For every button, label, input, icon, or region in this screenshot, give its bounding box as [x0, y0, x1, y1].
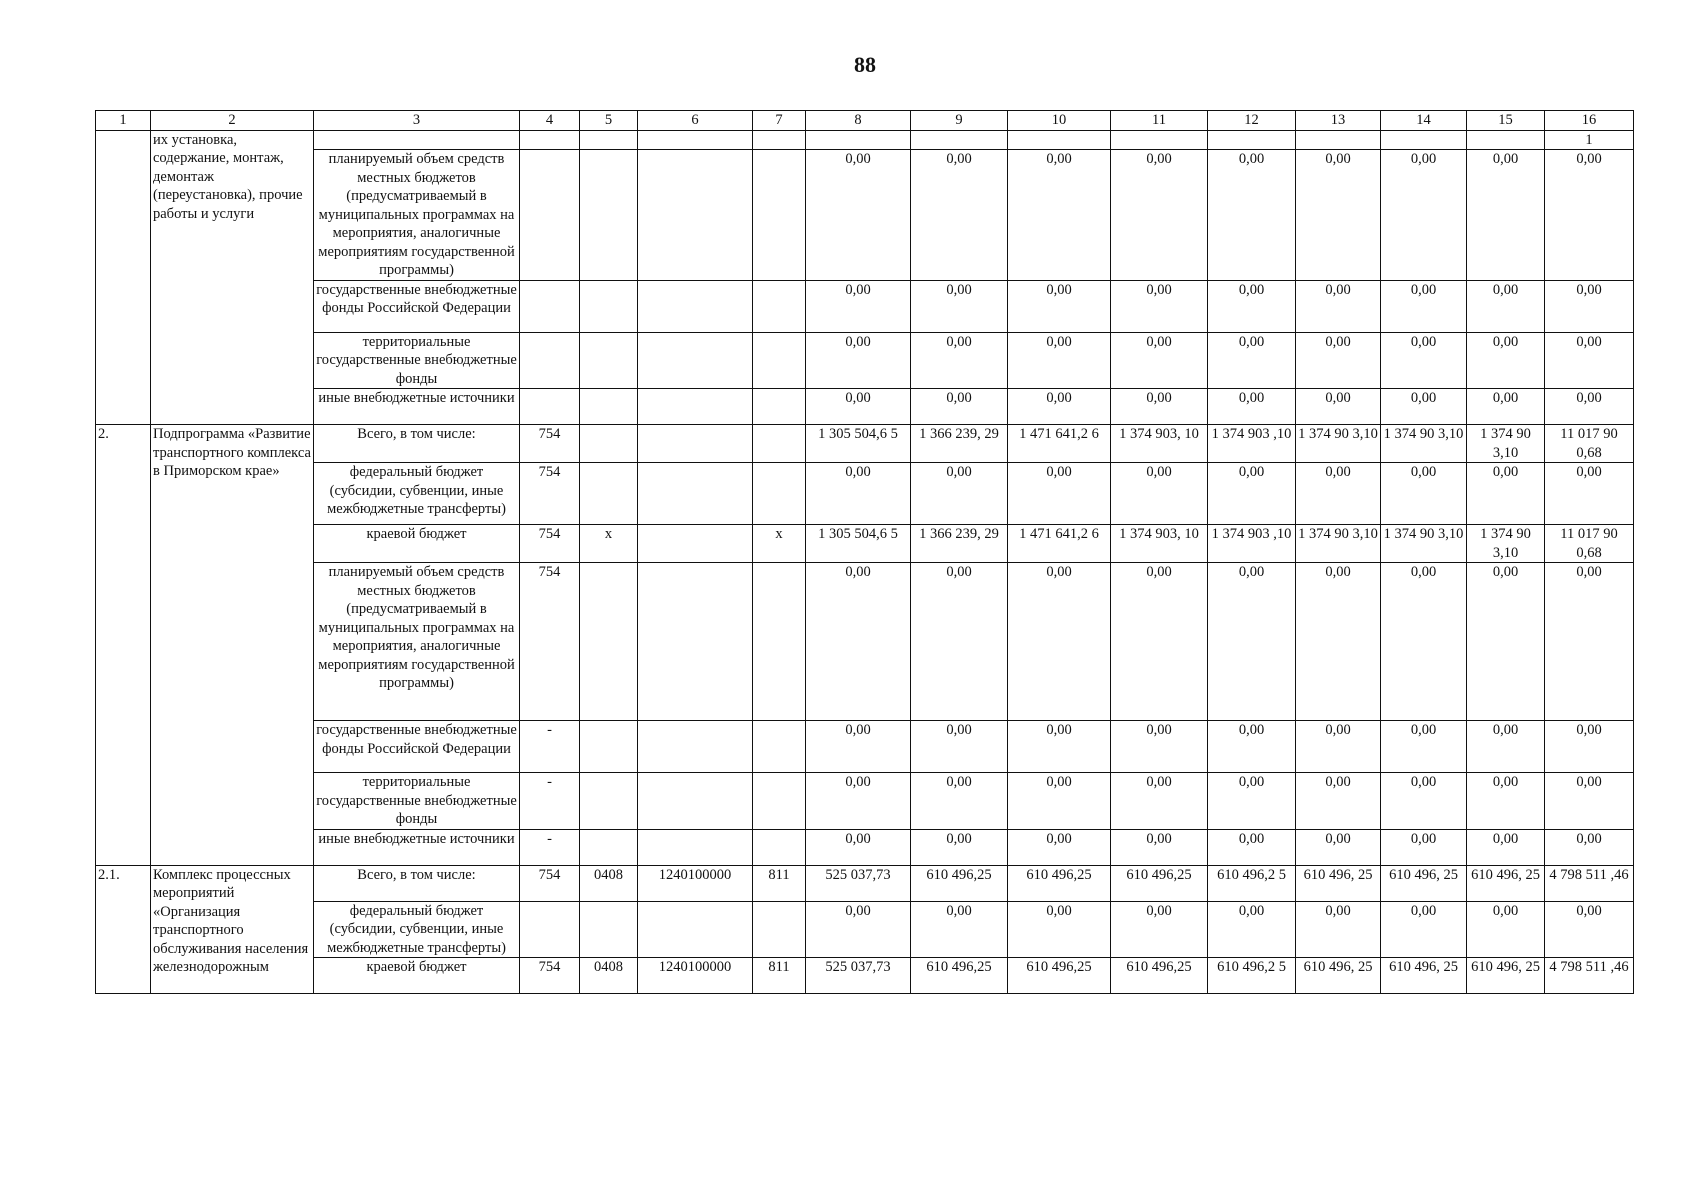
value-cell: 0,00 [806, 463, 911, 525]
column-header-10: 10 [1008, 111, 1111, 131]
code-c6 [638, 773, 753, 830]
value-cell: 0,00 [1111, 773, 1208, 830]
value-cell: 610 496,25 [911, 865, 1008, 901]
value-cell: 0,00 [911, 563, 1008, 721]
value-cell: 0,00 [1111, 563, 1208, 721]
code-c5 [580, 829, 638, 865]
page-number: 88 [854, 52, 876, 77]
value-cell: 610 496, 25 [1467, 958, 1545, 994]
value-cell: 0,00 [1381, 773, 1467, 830]
value-cell: 0,00 [1008, 150, 1111, 281]
column-header-1: 1 [96, 111, 151, 131]
empty-cell [580, 130, 638, 150]
value-cell: 0,00 [1111, 901, 1208, 958]
funding-source-label: Всего, в том числе: [314, 865, 520, 901]
value-cell: 0,00 [1381, 463, 1467, 525]
value-cell: 0,00 [1111, 280, 1208, 332]
code-c5 [580, 425, 638, 463]
section-title: их установка, содержание, монтаж, демонтаж (переустановка), прочие работы и услуги [151, 130, 314, 425]
value-cell: 0,00 [1111, 389, 1208, 425]
value-cell: 0,00 [1545, 463, 1634, 525]
code-c7: x [753, 525, 806, 563]
value-cell: 0,00 [1111, 829, 1208, 865]
value-cell: 0,00 [806, 901, 911, 958]
value-cell: 0,00 [1545, 773, 1634, 830]
code-c4: 754 [520, 425, 580, 463]
value-cell: 1 374 90 3,10 [1467, 525, 1545, 563]
value-cell: 0,00 [911, 773, 1008, 830]
value-cell: 0,00 [1008, 463, 1111, 525]
value-cell: 0,00 [1545, 280, 1634, 332]
value-cell: 610 496,2 5 [1208, 865, 1296, 901]
column-header-12: 12 [1208, 111, 1296, 131]
empty-cell [1467, 130, 1545, 150]
value-cell: 0,00 [1296, 773, 1381, 830]
value-cell: 610 496,2 5 [1208, 958, 1296, 994]
value-cell: 0,00 [1467, 901, 1545, 958]
value-cell: 610 496,25 [1111, 865, 1208, 901]
code-c4: 754 [520, 865, 580, 901]
funding-source-label: планируемый объем средств местных бюджетов (предусматриваемый в муниципальных программах на мероприятия, аналогичные мероприятиям государственной программы) [314, 563, 520, 721]
value-cell: 0,00 [1208, 721, 1296, 773]
code-c7 [753, 901, 806, 958]
table-row [96, 773, 1634, 830]
value-cell: 610 496, 25 [1296, 865, 1381, 901]
empty-cell [1381, 130, 1467, 150]
value-cell: 0,00 [1208, 829, 1296, 865]
value-cell: 0,00 [1467, 150, 1545, 281]
value-cell: 0,00 [1208, 280, 1296, 332]
code-c5 [580, 332, 638, 389]
value-cell: 0,00 [1296, 721, 1381, 773]
value-cell: 525 037,73 [806, 958, 911, 994]
value-cell: 0,00 [1111, 150, 1208, 281]
value-cell: 1 374 90 3,10 [1296, 525, 1381, 563]
value-cell: 610 496,25 [1111, 958, 1208, 994]
code-c5 [580, 150, 638, 281]
funding-source-label: федеральный бюджет (субсидии, субвенции, иные межбюджетные трансферты) [314, 901, 520, 958]
code-c6 [638, 332, 753, 389]
value-cell: 0,00 [1467, 463, 1545, 525]
value-cell: 0,00 [1545, 563, 1634, 721]
value-cell: 610 496,25 [911, 958, 1008, 994]
code-c4 [520, 280, 580, 332]
funding-source-label: иные внебюджетные источники [314, 389, 520, 425]
section-number: 2.1. [96, 865, 151, 994]
value-cell: 0,00 [806, 563, 911, 721]
empty-cell [806, 130, 911, 150]
value-cell: 610 496, 25 [1296, 958, 1381, 994]
code-c6 [638, 280, 753, 332]
funding-source-label: планируемый объем средств местных бюджетов (предусматриваемый в муниципальных программах на мероприятия, аналогичные мероприятиям государственной программы) [314, 150, 520, 281]
column-header-9: 9 [911, 111, 1008, 131]
value-cell: 0,00 [1467, 721, 1545, 773]
code-c6 [638, 901, 753, 958]
value-cell: 0,00 [1381, 150, 1467, 281]
value-cell: 0,00 [1296, 332, 1381, 389]
code-c5: 0408 [580, 958, 638, 994]
value-cell: 1 374 903 ,10 [1208, 525, 1296, 563]
code-c4 [520, 150, 580, 281]
funding-source-label: федеральный бюджет (субсидии, субвенции, иные межбюджетные трансферты) [314, 463, 520, 525]
section-number [96, 130, 151, 425]
empty-cell [638, 130, 753, 150]
value-cell: 0,00 [1296, 829, 1381, 865]
code-c6: 1240100000 [638, 958, 753, 994]
value-cell: 1 374 90 3,10 [1381, 525, 1467, 563]
code-c5: x [580, 525, 638, 563]
value-cell: 0,00 [1467, 389, 1545, 425]
table-row [96, 280, 1634, 332]
value-cell: 0,00 [1208, 332, 1296, 389]
code-c7 [753, 389, 806, 425]
section-number: 2. [96, 425, 151, 866]
value-cell: 0,00 [911, 463, 1008, 525]
value-cell: 0,00 [1381, 389, 1467, 425]
value-cell: 0,00 [911, 150, 1008, 281]
value-cell: 0,00 [1467, 773, 1545, 830]
code-c4: 754 [520, 563, 580, 721]
code-c5 [580, 773, 638, 830]
value-cell: 0,00 [806, 150, 911, 281]
value-cell: 0,00 [1111, 721, 1208, 773]
column-header-4: 4 [520, 111, 580, 131]
code-c6 [638, 721, 753, 773]
code-c6 [638, 829, 753, 865]
value-cell: 0,00 [1545, 332, 1634, 389]
section-title: Комплекс процессных мероприятий «Организация транспортного обслуживания населения железнодорожным [151, 865, 314, 994]
value-cell: 0,00 [1296, 389, 1381, 425]
code-c5 [580, 280, 638, 332]
code-c4: - [520, 773, 580, 830]
code-c6: 1240100000 [638, 865, 753, 901]
value-cell: 1 374 903, 10 [1111, 425, 1208, 463]
value-cell: 0,00 [1296, 901, 1381, 958]
funding-source-label: государственные внебюджетные фонды Российской Федерации [314, 721, 520, 773]
code-c7 [753, 332, 806, 389]
value-cell: 0,00 [1008, 901, 1111, 958]
empty-cell [1008, 130, 1111, 150]
value-cell: 0,00 [911, 901, 1008, 958]
empty-cell [314, 130, 520, 150]
code-c4 [520, 332, 580, 389]
code-c6 [638, 389, 753, 425]
code-c7 [753, 280, 806, 332]
value-cell: 0,00 [1008, 563, 1111, 721]
column-header-6: 6 [638, 111, 753, 131]
value-cell: 0,00 [806, 829, 911, 865]
column-header-15: 15 [1467, 111, 1545, 131]
column-header-5: 5 [580, 111, 638, 131]
code-c7 [753, 150, 806, 281]
column-header-13: 13 [1296, 111, 1381, 131]
value-cell: 1 374 903, 10 [1111, 525, 1208, 563]
value-cell: 1 305 504,6 5 [806, 425, 911, 463]
value-cell: 0,00 [1545, 721, 1634, 773]
empty-cell [911, 130, 1008, 150]
value-cell: 0,00 [1545, 150, 1634, 281]
code-c6 [638, 150, 753, 281]
code-c4: 754 [520, 958, 580, 994]
column-header-7: 7 [753, 111, 806, 131]
value-cell: 4 798 511 ,46 [1545, 958, 1634, 994]
value-cell: 0,00 [1381, 901, 1467, 958]
code-c6 [638, 425, 753, 463]
value-cell: 1 305 504,6 5 [806, 525, 911, 563]
value-cell: 0,00 [1296, 563, 1381, 721]
empty-cell [520, 130, 580, 150]
value-cell: 1 374 90 3,10 [1467, 425, 1545, 463]
value-cell: 0,00 [806, 280, 911, 332]
column-header-3: 3 [314, 111, 520, 131]
table-row [96, 425, 1634, 463]
table-row [96, 525, 1634, 563]
table-row [96, 389, 1634, 425]
value-cell: 0,00 [1008, 332, 1111, 389]
value-cell: 1 374 90 3,10 [1296, 425, 1381, 463]
value-cell: 0,00 [1008, 389, 1111, 425]
value-cell: 0,00 [911, 280, 1008, 332]
empty-cell [1111, 130, 1208, 150]
table-row [96, 901, 1634, 958]
value-cell: 0,00 [1008, 280, 1111, 332]
funding-source-label: территориальные государственные внебюджетные фонды [314, 332, 520, 389]
value-cell: 0,00 [806, 721, 911, 773]
code-c7 [753, 773, 806, 830]
value-cell: 0,00 [1381, 280, 1467, 332]
code-c4: - [520, 829, 580, 865]
code-c5: 0408 [580, 865, 638, 901]
value-cell: 0,00 [1381, 721, 1467, 773]
value-cell: 0,00 [806, 332, 911, 389]
value-cell: 610 496, 25 [1467, 865, 1545, 901]
funding-source-label: Всего, в том числе: [314, 425, 520, 463]
value-cell: 0,00 [1208, 463, 1296, 525]
value-cell: 0,00 [1545, 901, 1634, 958]
funding-source-label: территориальные государственные внебюджетные фонды [314, 773, 520, 830]
table-row [96, 865, 1634, 901]
code-c7 [753, 463, 806, 525]
value-cell: 0,00 [1208, 563, 1296, 721]
value-cell: 11 017 90 0,68 [1545, 525, 1634, 563]
value-cell: 0,00 [806, 389, 911, 425]
code-c7: 811 [753, 958, 806, 994]
value-cell: 0,00 [806, 773, 911, 830]
code-c4 [520, 901, 580, 958]
code-c4: 754 [520, 463, 580, 525]
value-cell: 0,00 [1467, 563, 1545, 721]
value-cell: 1 374 903 ,10 [1208, 425, 1296, 463]
code-c4: 754 [520, 525, 580, 563]
table-row [96, 130, 1634, 150]
value-cell: 0,00 [1467, 332, 1545, 389]
value-cell: 0,00 [1467, 829, 1545, 865]
column-header-8: 8 [806, 111, 911, 131]
code-c7 [753, 829, 806, 865]
code-c5 [580, 721, 638, 773]
value-cell: 0,00 [1208, 389, 1296, 425]
value-cell: 1 366 239, 29 [911, 425, 1008, 463]
value-cell: 0,00 [1545, 389, 1634, 425]
value-cell: 0,00 [1208, 773, 1296, 830]
header-row [96, 111, 1634, 131]
value-cell: 0,00 [1111, 463, 1208, 525]
value-cell: 0,00 [911, 389, 1008, 425]
value-cell: 0,00 [1111, 332, 1208, 389]
funding-source-label: краевой бюджет [314, 525, 520, 563]
value-cell: 0,00 [1208, 150, 1296, 281]
code-c7 [753, 563, 806, 721]
value-cell: 0,00 [1545, 829, 1634, 865]
value-cell: 0,00 [1208, 901, 1296, 958]
value-cell: 0,00 [911, 332, 1008, 389]
table-row [96, 463, 1634, 525]
value-cell: 0,00 [1381, 829, 1467, 865]
value-cell: 610 496,25 [1008, 865, 1111, 901]
value-cell: 0,00 [1296, 463, 1381, 525]
table-row [96, 563, 1634, 721]
value-cell: 0,00 [1381, 563, 1467, 721]
value-cell: 4 798 511 ,46 [1545, 865, 1634, 901]
value-cell: 525 037,73 [806, 865, 911, 901]
code-c4: - [520, 721, 580, 773]
value-cell: 610 496,25 [1008, 958, 1111, 994]
budget-table [95, 110, 1634, 994]
code-c7 [753, 721, 806, 773]
column-header-2: 2 [151, 111, 314, 131]
section-title: Подпрограмма «Развитие транспортного комплекса в Приморском крае» [151, 425, 314, 866]
column-header-11: 11 [1111, 111, 1208, 131]
cell-col16: 1 [1545, 130, 1634, 150]
value-cell: 1 471 641,2 6 [1008, 425, 1111, 463]
code-c6 [638, 463, 753, 525]
column-header-16: 16 [1545, 111, 1634, 131]
table-row [96, 332, 1634, 389]
code-c5 [580, 901, 638, 958]
code-c6 [638, 563, 753, 721]
code-c5 [580, 563, 638, 721]
code-c5 [580, 463, 638, 525]
table-row [96, 150, 1634, 281]
value-cell: 0,00 [1296, 280, 1381, 332]
funding-source-label: краевой бюджет [314, 958, 520, 994]
funding-source-label: иные внебюджетные источники [314, 829, 520, 865]
value-cell: 1 471 641,2 6 [1008, 525, 1111, 563]
code-c4 [520, 389, 580, 425]
empty-cell [1208, 130, 1296, 150]
empty-cell [1296, 130, 1381, 150]
code-c7 [753, 425, 806, 463]
code-c7: 811 [753, 865, 806, 901]
value-cell: 0,00 [1467, 280, 1545, 332]
column-header-14: 14 [1381, 111, 1467, 131]
value-cell: 0,00 [1296, 150, 1381, 281]
value-cell: 0,00 [1008, 773, 1111, 830]
table-row [96, 721, 1634, 773]
value-cell: 610 496, 25 [1381, 958, 1467, 994]
value-cell: 0,00 [1381, 332, 1467, 389]
value-cell: 0,00 [911, 721, 1008, 773]
code-c5 [580, 389, 638, 425]
value-cell: 0,00 [1008, 721, 1111, 773]
value-cell: 610 496, 25 [1381, 865, 1467, 901]
empty-cell [753, 130, 806, 150]
value-cell: 11 017 90 0,68 [1545, 425, 1634, 463]
table-row [96, 958, 1634, 994]
value-cell: 1 366 239, 29 [911, 525, 1008, 563]
code-c6 [638, 525, 753, 563]
value-cell: 0,00 [1008, 829, 1111, 865]
value-cell: 0,00 [911, 829, 1008, 865]
value-cell: 1 374 90 3,10 [1381, 425, 1467, 463]
funding-source-label: государственные внебюджетные фонды Российской Федерации [314, 280, 520, 332]
table-row [96, 829, 1634, 865]
